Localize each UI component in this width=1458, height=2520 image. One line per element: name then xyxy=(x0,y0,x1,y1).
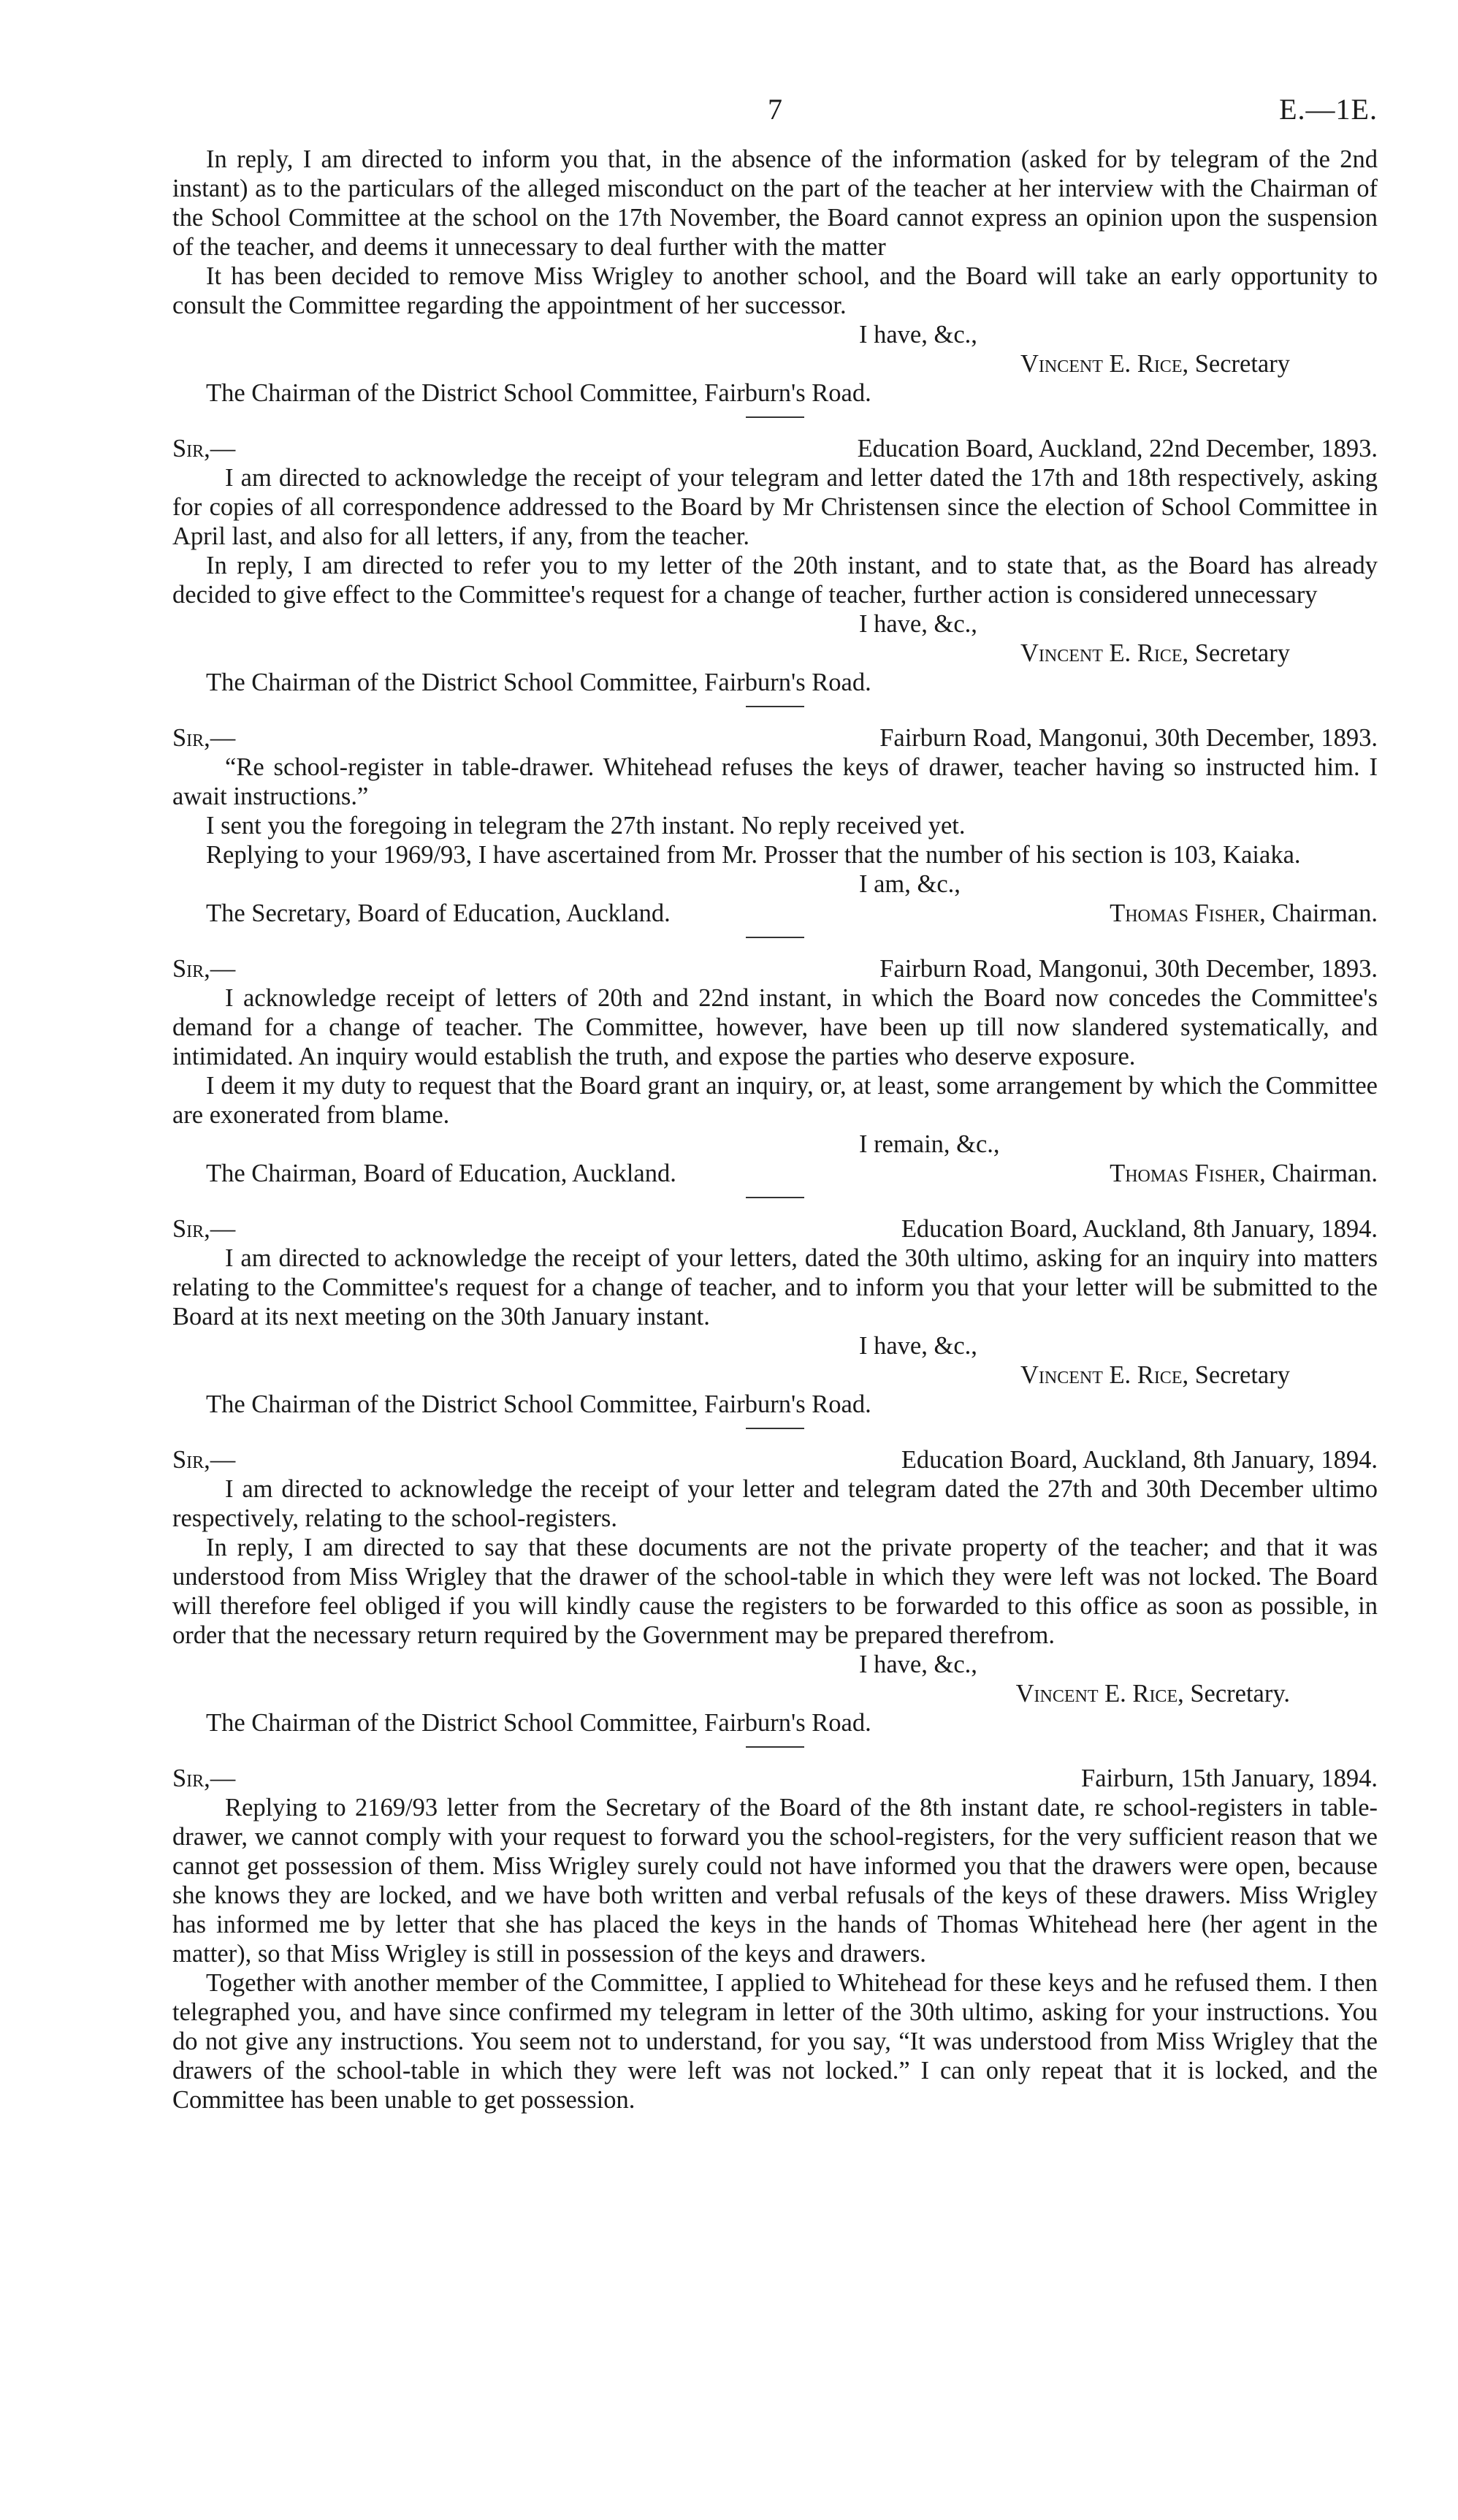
letter-paragraph: I am directed to acknowledge the receipt of your letter and telegram dated the 27th and 30th December ultimo respectively, relating to the school-registers. xyxy=(172,1475,1378,1532)
salutation-row xyxy=(172,723,1378,753)
closing: I remain, &c., xyxy=(859,1130,1000,1158)
page-number: 7 xyxy=(768,93,782,126)
salutation: Sir,— xyxy=(172,1446,236,1474)
signer-title: , Secretary. xyxy=(1178,1680,1290,1708)
salutation: Sir,— xyxy=(172,955,236,983)
section-divider xyxy=(746,706,804,707)
signature xyxy=(1110,1159,1378,1188)
place-date: Education Board, Auckland, 22nd December, 1893. xyxy=(857,435,1378,462)
letter-6 xyxy=(172,1764,1378,2114)
addressee: The Chairman of the District School Committee, Fairburn's Road. xyxy=(206,669,871,696)
letter-3 xyxy=(172,954,1378,1188)
letter-paragraph: In reply, I am directed to inform you that, in the absence of the information (asked for by telegram of the 2nd instant) as to the particulars of the alleged misconduct on the part of the teacher at her interview with the Chairman of the School Committee at the school on the 17th November, the Board cannot express an opinion upon the suspension of the teacher, and deems it unnecessary to deal further with the matter xyxy=(172,145,1378,261)
salutation: Sir,— xyxy=(172,435,236,462)
section-divider xyxy=(746,1428,804,1429)
letter-4 xyxy=(172,1214,1378,1419)
letter-paragraph: I deem it my duty to request that the Board grant an inquiry, or, at least, some arrangement by which the Committee are exonerated from blame. xyxy=(172,1072,1378,1129)
letter-paragraph: Together with another member of the Committee, I applied to Whitehead for these keys and he refused them. I then telegraphed you, and have since confirmed my telegram in letter of the 30th ultimo, asking for your instructions. You do not give any instructions. You seem not to understand, for you say, “It was understood from Miss Wrigley that the drawers of the school-table in which they were left was not locked.” I can only repeat that it is locked, and the Committee has been unable to get possession. xyxy=(172,1969,1378,2114)
closing: I have, &c., xyxy=(859,321,977,349)
signature xyxy=(172,1360,1378,1390)
salutation: Sir,— xyxy=(172,1215,236,1243)
letter-2 xyxy=(172,723,1378,928)
letter-1 xyxy=(172,434,1378,697)
addressee: The Chairman of the District School Committee, Fairburn's Road. xyxy=(206,1709,871,1737)
letter-5 xyxy=(172,1445,1378,1737)
salutation-row xyxy=(172,434,1378,463)
section-divider xyxy=(746,1746,804,1748)
addressee: The Chairman of the District School Committee, Fairburn's Road. xyxy=(206,379,871,407)
document-page xyxy=(172,95,1378,2119)
letter-paragraph: In reply, I am directed to refer you to my letter of the 20th instant, and to state that, as the Board has already decided to give effect to the Committee's request for a change of teacher, further action is considered unnecessary xyxy=(172,552,1378,609)
addressee: The Chairman of the District School Committee, Fairburn's Road. xyxy=(206,1390,871,1418)
signer-name: Vincent E. Rice xyxy=(1020,350,1183,378)
closing: I am, &c., xyxy=(859,870,961,898)
section-divider xyxy=(746,416,804,418)
section-divider xyxy=(746,937,804,938)
salutation-row xyxy=(172,1764,1378,1793)
page-header xyxy=(172,95,1378,145)
addressee: The Secretary, Board of Education, Auckland. xyxy=(206,899,671,927)
letter-paragraph: Replying to your 1969/93, I have ascertained from Mr. Prosser that the number of his section is 103, Kaiaka. xyxy=(206,841,1301,869)
letter-paragraph: Replying to 2169/93 letter from the Secretary of the Board of the 8th instant date, re school-registers in table-drawer, we cannot comply with your request to forward you the school-registers, for the very sufficient reason that we cannot get possession of them. Miss Wrigley surely could not have informed you that the drawers were open, because she knows they are locked, and we have both written and verbal refusals of the keys of these drawers. Miss Wrigley has informed me by letter that she has placed the keys in the hands of Thomas Whitehead here (her agent in the matter), so that Miss Wrigley is still in possession of the keys and drawers. xyxy=(172,1794,1378,1968)
closing: I have, &c., xyxy=(859,1332,977,1360)
letter-paragraph: In reply, I am directed to say that these documents are not the private property of the teacher; and that it was understood from Miss Wrigley that the drawer of the school-table in which they were left was not locked. The Board will therefore feel obliged if you will kindly cause the registers to be forwarded to this office as soon as possible, in order that the necessary return required by the Government may be prepared therefrom. xyxy=(172,1534,1378,1649)
letter-paragraph: I am directed to acknowledge the receipt of your telegram and letter dated the 17th and 18th respectively, asking for copies of all correspondence addressed to the Board by Mr Christensen since the election of School Committee in April last, and also for all letters, if any, from the teacher. xyxy=(172,464,1378,550)
signature xyxy=(172,639,1378,668)
signer-name: Vincent E. Rice xyxy=(1020,1361,1183,1389)
place-date: Fairburn, 15th January, 1894. xyxy=(1081,1765,1378,1792)
letter-paragraph: I sent you the foregoing in telegram the 27th instant. No reply received yet. xyxy=(206,812,966,840)
signer-title: , Secretary xyxy=(1182,639,1290,667)
signer-title: , Secretary xyxy=(1182,1361,1290,1389)
place-date: Education Board, Auckland, 8th January, 1894. xyxy=(901,1446,1378,1474)
signer-name: Thomas Fisher xyxy=(1110,899,1260,927)
addressee-signature-row xyxy=(172,1159,1378,1188)
closing: I have, &c., xyxy=(859,1651,977,1678)
signer-name: Thomas Fisher xyxy=(1110,1160,1260,1187)
letter-paragraph: I am directed to acknowledge the receipt of your letters, dated the 30th ultimo, asking for an inquiry into matters relating to the Committee's request for a change of teacher, and to inform you that your letter will be submitted to the Board at its next meeting on the 30th January instant. xyxy=(172,1244,1378,1331)
letter-paragraph: I acknowledge receipt of letters of 20th and 22nd instant, in which the Board now concedes the Committee's demand for a change of teacher. The Committee, however, have been up till now slandered systematically, and intimidated. An inquiry would establish the truth, and expose the parties who deserve exposure. xyxy=(172,984,1378,1070)
signature xyxy=(172,349,1378,378)
signer-title: , Chairman. xyxy=(1259,1160,1378,1187)
signer-title: , Secretary xyxy=(1182,350,1290,378)
letter-paragraph: It has been decided to remove Miss Wrigley to another school, and the Board will take an early opportunity to consult the Committee regarding the appointment of her successor. xyxy=(172,262,1378,319)
signer-name: Vincent E. Rice xyxy=(1020,639,1183,667)
salutation: Sir,— xyxy=(172,1765,236,1792)
signer-name: Vincent E. Rice xyxy=(1015,1680,1178,1708)
place-date: Fairburn Road, Mangonui, 30th December, 1893. xyxy=(879,955,1378,983)
salutation-row xyxy=(172,1445,1378,1474)
salutation: Sir,— xyxy=(172,724,236,752)
salutation-row xyxy=(172,954,1378,983)
closing: I have, &c., xyxy=(859,610,977,638)
letter-paragraph: “Re school-register in table-drawer. Whitehead refuses the keys of drawer, teacher having so instructed him. I await instructions.” xyxy=(172,753,1378,810)
signature xyxy=(172,1679,1378,1708)
section-divider xyxy=(746,1197,804,1198)
salutation-row xyxy=(172,1214,1378,1244)
signature xyxy=(1110,899,1378,928)
signer-title: , Chairman. xyxy=(1259,899,1378,927)
place-date: Fairburn Road, Mangonui, 30th December, 1893. xyxy=(879,724,1378,752)
place-date: Education Board, Auckland, 8th January, 1894. xyxy=(901,1215,1378,1243)
addressee: The Chairman, Board of Education, Auckland. xyxy=(206,1160,676,1187)
letter-0 xyxy=(172,145,1378,408)
document-reference: E.—1E. xyxy=(1279,93,1378,126)
addressee-signature-row xyxy=(172,899,1378,928)
